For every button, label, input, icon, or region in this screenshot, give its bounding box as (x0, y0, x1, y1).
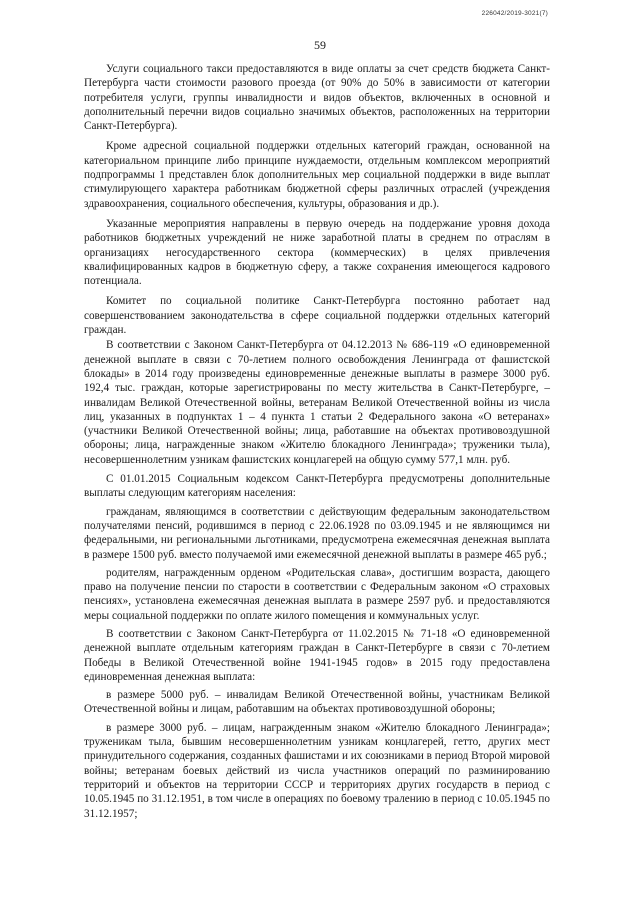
paragraph: Комитет по социальной политике Санкт-Петербурга постоянно работает над совершенствованием законодательства в сфере социальной поддержки отдельных категорий граждан. (84, 295, 550, 337)
paragraph: в размере 3000 руб. – лицам, награжденным знаком «Жителю блокадного Ленинграда»; труженикам тыла, бывшим несовершеннолетним узникам концлагерей, гетто, других мест принудительного содержания, созданных фашистами и их союзниками в период Второй мировой войны; ветеранам боевых действий из числа участников операций по разминированию территорий и объектов на территории СССР и территориях других государств в период с 10.05.1945 по 31.12.1951, в том числе в операциях по боевому тралению в период с 10.05.1945 по 31.12.1957; (84, 721, 550, 820)
page-number: 59 (314, 38, 326, 52)
paragraph: Услуги социального такси предоставляются в виде оплаты за счет средств бюджета Санкт-Петербурга части стоимости разового проезда (от 90% до 50% в зависимости от категории потребителя услуги, группы инвалидности и видов объектов, включенных в основной и дополнительный перечни видов социально значимых объектов, расположенных на территории Санкт-Петербурга). (84, 63, 550, 133)
paragraph: В соответствии с Законом Санкт-Петербурга от 04.12.2013 № 686-119 «О единовременной денежной выплате в связи с 70-летием полного освобождения Ленинграда от фашистской блокады» в 2014 году произведены единовременные денежные выплаты в размере 3000 руб. 192,4 тыс. граждан, которые зарегистрированы по месту жительства в Санкт-Петербурге, – инвалидам Великой Отечественной войны, ветеранам Великой Отечественной войны из числа лиц, указанных в подпунктах 1 – 4 пункта 1 статьи 2 Федерального закона «О ветеранах» (участники Великой Отечественной войны; лица, работавшие на объектах противовоздушной обороны; лица, награжденные знаком «Жителю блокадного Ленинграда»; труженики тыла), несовершеннолетним узникам фашистских концлагерей на общую сумму 577,1 млн. руб. (84, 339, 550, 466)
document-body (84, 62, 550, 821)
paragraph: родителям, награжденным орденом «Родительская слава», достигшим возраста, дающего право на получение пенсии по старости в соответствии с Федеральным законом «О страховых пенсиях», установлена ежемесячная денежная выплата в размере 2597 руб. и предоставляются меры социальной поддержки по оплате жилого помещения и коммунальных услуг. (84, 566, 550, 622)
paragraph: в размере 5000 руб. – инвалидам Великой Отечественной войны, участникам Великой Отечественной войны и лицам, работавшим на объектах противовоздушной обороны; (84, 689, 550, 716)
paragraph: Указанные мероприятия направлены в первую очередь на поддержание уровня дохода работников бюджетных учреждений не ниже заработной платы в среднем по отраслям в организациях негосударственного сектора (коммерческих) в целях привлечения квалифицированных кадров в бюджетную сферу, а также сохранения имеющегося кадрового потенциала. (84, 217, 550, 288)
paragraph: Кроме адресной социальной поддержки отдельных категорий граждан, основанной на категориальном принципе либо принципе нуждаемости, отдельным комплексом мероприятий подпрограммы 1 представлен блок дополнительных мер социальной поддержки в виде выплат стимулирующего характера работникам бюджетной сферы различных отраслей (учреждения здравоохранения, социального обеспечения, культуры, образования и др.). (84, 140, 550, 210)
document-id: 226042/2019-3021(7) (481, 10, 548, 17)
paragraph: С 01.01.2015 Социальным кодексом Санкт-Петербурга предусмотрены дополнительные выплаты следующим категориям населения: (84, 473, 550, 500)
paragraph: В соответствии с Законом Санкт-Петербурга от 11.02.2015 № 71-18 «О единовременной денежной выплате отдельным категориям граждан в Санкт-Петербурге в связи с 70-летием Победы в Великой Отечественной войне 1941-1945 годов» в 2015 году предоставлена единовременная денежная выплата: (84, 627, 550, 683)
paragraph: гражданам, являющимся в соответствии с действующим федеральным законодательством получателями пенсий, родившимся в период с 22.06.1928 по 03.09.1945 и не являющимся ни федеральными, ни региональными льготниками, предусмотрена ежемесячная денежная выплата в размере 1500 руб. вместо получаемой ими ежемесячной денежной выплаты в размере 465 руб.; (84, 505, 550, 561)
